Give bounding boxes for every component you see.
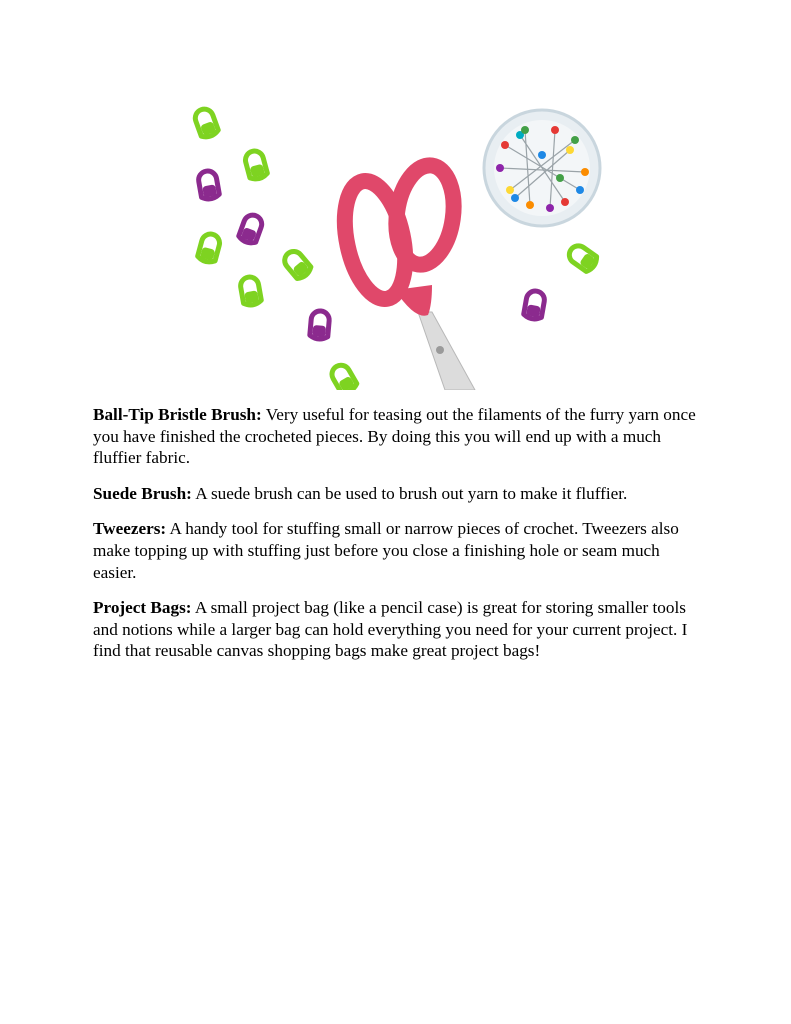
entry-project-bags [93,597,703,662]
stitch-marker-icon [566,242,599,273]
entry-suede-brush [93,483,703,505]
entry-ball-tip-bristle-brush [93,404,703,469]
stitch-marker-icon [523,290,546,321]
scissors-icon [335,162,475,390]
tools-illustration-svg [170,90,630,390]
stitch-marker-icon [193,107,219,139]
entry-text: Very useful for teasing out the filaments of the furry yarn once you have finished the crocheted pieces. By doing this you will end up with a much fluffier fabric. [93,405,696,468]
entry-term: Project Bags: [93,598,192,618]
stitch-marker-icon [239,276,262,307]
stitch-marker-icon [329,362,359,390]
stitch-marker-icon [238,213,264,245]
stitch-marker-icon [310,310,330,339]
entry-text: A small project bag (like a pencil case) is great for storing smaller tools and notions while a larger bag can hold everything you need for your current project. I find that reusable canvas shopping bags make great project bags! [93,598,688,661]
entry-term: Tweezers: [93,519,167,539]
entry-text: A handy tool for stuffing small or narrow pieces of crochet. Tweezers also make topping up with stuffing just before you close a finishing hole or seam much easier. [93,519,679,582]
tools-list [93,404,703,676]
stitch-marker-icon [243,149,268,181]
stitch-marker-icon [197,232,222,264]
stitch-marker-icon [281,248,313,281]
entry-text: A suede brush can be used to brush out yarn to make it fluffier. [191,483,628,503]
entry-tweezers [93,518,703,583]
entry-term: Ball-Tip Bristle Brush: [93,405,262,424]
tools-illustration [170,90,630,390]
pin-dish-icon [484,110,600,226]
entry-term: Suede Brush: [93,483,192,503]
stitch-marker-icon [197,170,220,201]
